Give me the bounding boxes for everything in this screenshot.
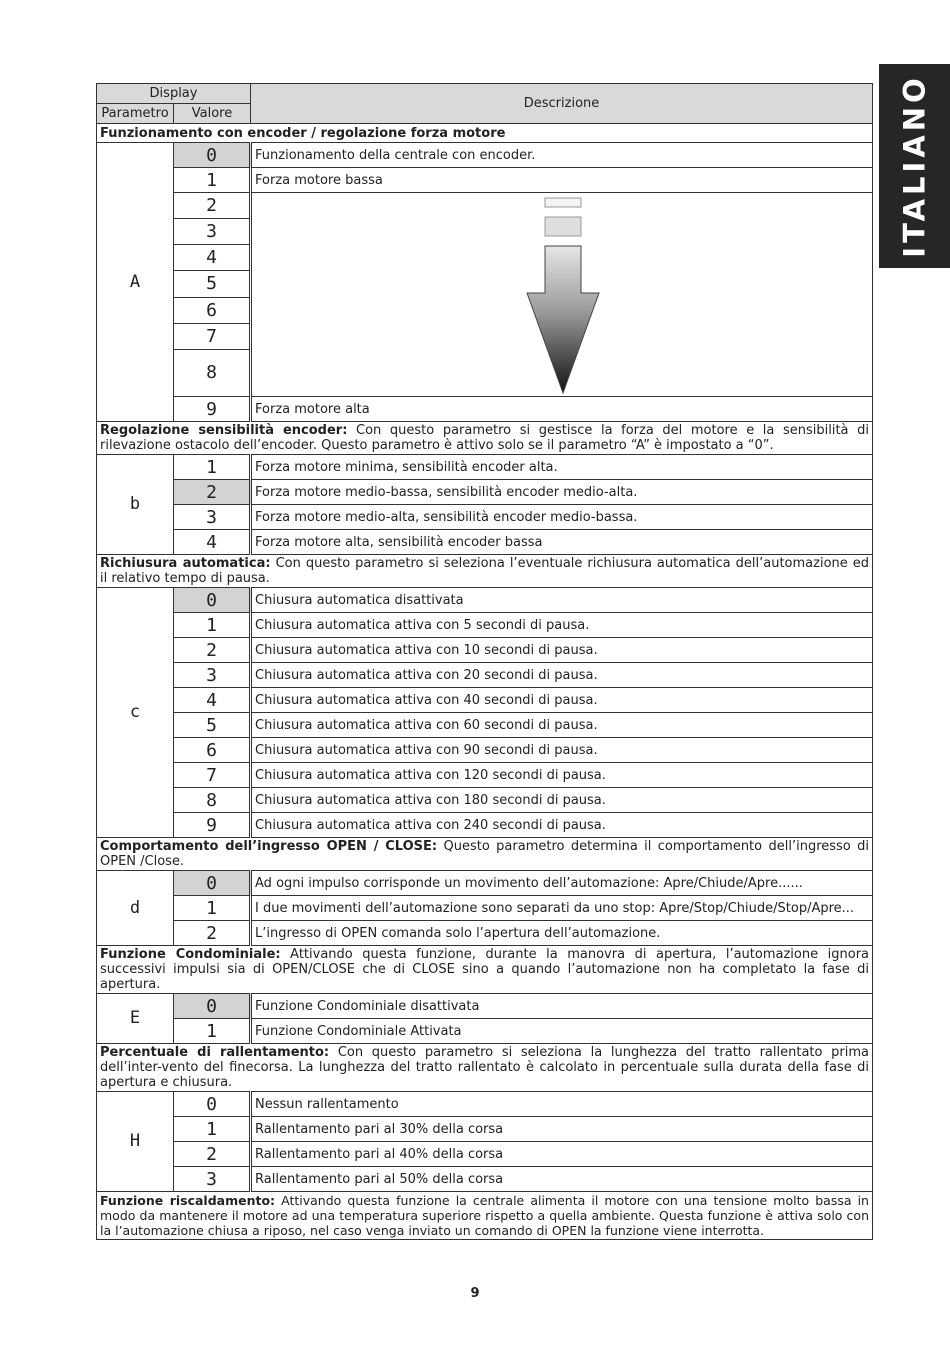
desc-cell: Chiusura automatica attiva con 90 secondi di pausa. [251, 738, 873, 763]
param-code: b [97, 455, 174, 555]
desc-cell: Rallentamento pari al 50% della corsa [251, 1167, 873, 1192]
table-row [97, 143, 873, 168]
section-text: Con questo parametro si seleziona la lunghezza del tratto rallentato prima dell’inter-vento del finecorsa. La lunghezza del tratto rallentato è calcolato in percentuale sulla durata della fase di apertura e chiusura. [100, 1045, 869, 1090]
section-title-row [97, 555, 873, 588]
table-row [97, 455, 873, 480]
desc-cell: Funzione Condominiale Attivata [251, 1019, 873, 1044]
table-header-row [97, 84, 873, 104]
table-row [97, 688, 873, 713]
section-title-row [97, 124, 873, 143]
section-title-row [97, 946, 873, 994]
section-title: Regolazione sensibilità encoder: [100, 423, 348, 438]
value-cell: 2 [174, 480, 251, 505]
value-cell: 1 [174, 455, 251, 480]
value-cell: 7 [174, 323, 251, 349]
desc-cell: Chiusura automatica attiva con 5 secondi di pausa. [251, 613, 873, 638]
section-title-row [97, 1044, 873, 1092]
table-row [97, 638, 873, 663]
table-row [97, 613, 873, 638]
section-text: Attivando questa funzione, durante la manovra di apertura, l’automazione ignora successivi impulsi sia di OPEN/CLOSE che di CLOSE sino a quando l’automazione non ha completato la fase di apertura. [100, 947, 869, 992]
param-code: E [97, 994, 174, 1044]
table-row [97, 1167, 873, 1192]
value-cell: 2 [174, 638, 251, 663]
value-cell: 2 [174, 1142, 251, 1167]
value-header: Valore [174, 104, 251, 124]
desc-cell: Chiusura automatica attiva con 10 secondi di pausa. [251, 638, 873, 663]
desc-cell: Nessun rallentamento [251, 1092, 873, 1117]
desc-cell: Forza motore medio-alta, sensibilità encoder medio-bassa. [251, 505, 873, 530]
desc-cell: Funzionamento della centrale con encoder. [251, 143, 873, 168]
section-text: Con questo parametro si seleziona l’eventuale richiusura automatica dell’automazione ed il relativo tempo di pausa. [100, 556, 870, 586]
section-title-row [97, 422, 873, 455]
param-code: A [97, 143, 174, 422]
desc-cell: Chiusura automatica attiva con 40 secondi di pausa. [251, 688, 873, 713]
section-title-row [97, 838, 873, 871]
value-cell: 4 [174, 688, 251, 713]
value-cell: 1 [174, 896, 251, 921]
value-cell: 1 [174, 1019, 251, 1044]
value-cell: 8 [174, 788, 251, 813]
value-cell: 9 [174, 397, 251, 422]
desc-cell: Forza motore alta [251, 397, 873, 422]
language-label: ITALIANO [897, 74, 932, 258]
table-row [97, 588, 873, 613]
value-cell: 1 [174, 168, 251, 193]
section-title: Funzione Condominiale: [100, 947, 281, 962]
table-row [97, 1019, 873, 1044]
desc-cell: Chiusura automatica disattivata [251, 588, 873, 613]
value-cell: 6 [174, 297, 251, 323]
table-row [97, 788, 873, 813]
desc-cell: I due movimenti dell’automazione sono separati da uno stop: Apre/Stop/Chiude/Stop/Apre... [251, 896, 873, 921]
value-cell: 6 [174, 738, 251, 763]
desc-cell: Forza motore bassa [251, 168, 873, 193]
section-title: Funzione riscaldamento: [100, 1193, 276, 1208]
table-row [97, 763, 873, 788]
section-text: Attivando questa funzione la centrale alimenta il motore con una tensione molto bassa in modo da mantenere il motore ad una temperatura superiore rispetto a quella ambiente. Questa funzione è attiva solo con la l’automazione chiusa a riposo, nel caso venga inviato un comando di OPEN la funzione viene interrotta. [100, 1193, 869, 1238]
table-row [97, 1117, 873, 1142]
desc-cell: Funzione Condominiale disattivata [251, 994, 873, 1019]
desc-cell: Chiusura automatica attiva con 120 secondi di pausa. [251, 763, 873, 788]
force-gradient-arrow [253, 193, 872, 396]
language-tab [879, 64, 950, 268]
arrow-step-light [545, 198, 581, 207]
table-row [97, 168, 873, 193]
param-code: c [97, 588, 174, 838]
value-cell: 0 [174, 1092, 251, 1117]
desc-cell: Rallentamento pari al 40% della corsa [251, 1142, 873, 1167]
value-cell: 8 [174, 349, 251, 396]
param-code: d [97, 871, 174, 946]
section-title: Comportamento dell’ingresso OPEN / CLOSE: [100, 839, 438, 854]
value-cell: 0 [174, 143, 251, 168]
value-cell: 5 [174, 713, 251, 738]
value-cell: 2 [174, 921, 251, 946]
parameter-table [96, 83, 873, 1240]
value-cell: 3 [174, 505, 251, 530]
table-row [97, 1092, 873, 1117]
arrow-step-mid [545, 217, 581, 236]
value-cell: 1 [174, 1117, 251, 1142]
value-cell: 0 [174, 871, 251, 896]
section-title: Percentuale di rallentamento: [100, 1045, 330, 1060]
value-cell: 3 [174, 219, 251, 245]
value-cell: 1 [174, 613, 251, 638]
value-cell: 3 [174, 663, 251, 688]
desc-cell: Chiusura automatica attiva con 180 secondi di pausa. [251, 788, 873, 813]
value-cell: 7 [174, 763, 251, 788]
value-cell: 4 [174, 530, 251, 555]
desc-cell: L’ingresso di OPEN comanda solo l’apertura dell’automazione. [251, 921, 873, 946]
table-row [97, 994, 873, 1019]
table-row [97, 713, 873, 738]
value-cell: 0 [174, 994, 251, 1019]
parameter-header: Parametro [97, 104, 174, 124]
value-cell: 5 [174, 271, 251, 297]
table-row [97, 530, 873, 555]
page-number: 9 [470, 1286, 480, 1301]
desc-cell: Chiusura automatica attiva con 20 secondi di pausa. [251, 663, 873, 688]
table-row [97, 480, 873, 505]
desc-cell: Chiusura automatica attiva con 240 secondi di pausa. [251, 813, 873, 838]
display-header: Display [97, 84, 251, 104]
table-row [97, 871, 873, 896]
value-cell: 0 [174, 588, 251, 613]
value-cell: 2 [174, 193, 251, 219]
desc-cell: Ad ogni impulso corrisponde un movimento dell’automazione: Apre/Chiude/Apre...... [251, 871, 873, 896]
section-text: Con questo parametro si gestisce la forza del motore e la sensibilità di rilevazione ostacolo dell’encoder. Questo parametro è attivo solo se il parametro “A” è impostato a “0”. [100, 423, 869, 453]
table-row [97, 813, 873, 838]
table-row [97, 921, 873, 946]
desc-cell: Chiusura automatica attiva con 60 secondi di pausa. [251, 713, 873, 738]
table-row [97, 1142, 873, 1167]
table-row [97, 663, 873, 688]
arrow-body [527, 246, 599, 393]
table-row [97, 738, 873, 763]
section-title: Funzionamento con encoder / regolazione forza motore [100, 125, 506, 141]
value-cell: 3 [174, 1167, 251, 1192]
value-cell: 4 [174, 245, 251, 271]
table-row [97, 505, 873, 530]
section-title-row [97, 1192, 873, 1240]
desc-cell: Forza motore medio-bassa, sensibilità encoder medio-alta. [251, 480, 873, 505]
force-arrow-cell [251, 193, 873, 397]
description-header: Descrizione [251, 84, 873, 124]
desc-cell: Rallentamento pari al 30% della corsa [251, 1117, 873, 1142]
value-cell: 9 [174, 813, 251, 838]
table-row [97, 896, 873, 921]
table-row [97, 193, 873, 219]
desc-cell: Forza motore minima, sensibilità encoder alta. [251, 455, 873, 480]
table-row [97, 397, 873, 422]
section-title: Richiusura automatica: [100, 556, 271, 571]
param-code: H [97, 1092, 174, 1192]
section-text: Questo parametro determina il comportamento dell’ingresso di OPEN /Close. [100, 839, 869, 869]
desc-cell: Forza motore alta, sensibilità encoder bassa [251, 530, 873, 555]
